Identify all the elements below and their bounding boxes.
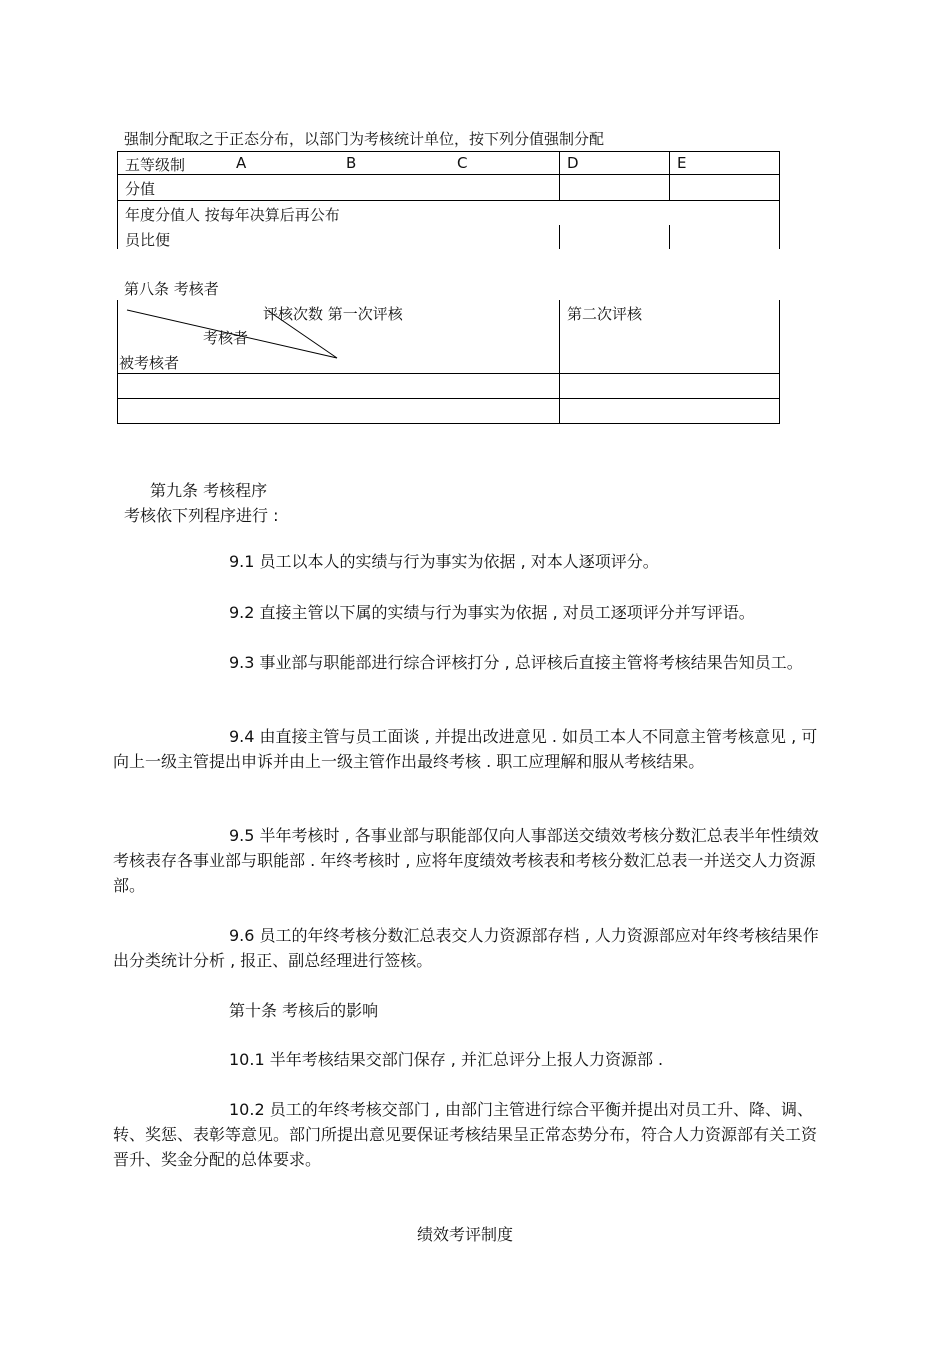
second-review-header: 第二次评核	[567, 305, 643, 323]
article9-item-4: 9.4 由直接主管与员工面谈 , 并提出改进意见 . 如员工本人不同意主管考核意见 , 可向上一级主管提出申诉并由上一级主管作出最终考核 . 职工应理解和服从考核结果。	[113, 727, 818, 771]
grade-b: B	[346, 154, 357, 172]
article8-title: 第八条 考核者	[124, 280, 219, 298]
article9-title: 第九条 考核程序	[150, 481, 268, 500]
reviewee-header: 被考核者	[119, 354, 180, 372]
annual-score-text-line1: 年度分值人 按每年决算后再公布	[125, 206, 340, 224]
score-label: 分值	[125, 180, 156, 198]
article10-item-1: 10.1 半年考核结果交部门保存 , 并汇总评分上报人力资源部 .	[229, 1050, 664, 1069]
article9-item-1: 9.1 员工以本人的实绩与行为事实为依据 , 对本人逐项评分。	[229, 552, 659, 571]
grade-distribution-table	[117, 151, 780, 249]
article9-item-2: 9.2 直接主管以下属的实绩与行为事实为依据 , 对员工逐项评分并写评语。	[229, 603, 755, 622]
annual-score-text-line2: 员比便	[125, 231, 171, 249]
review-count-header: 评核次数 第一次评核	[263, 305, 403, 323]
grade-d: D	[567, 154, 579, 172]
grade-a: A	[236, 154, 247, 172]
grade-c: C	[457, 154, 468, 172]
article9-item-3: 9.3 事业部与职能部进行综合评核打分 , 总评核后直接主管将考核结果告知员工。	[229, 653, 803, 672]
article10-item-2: 10.2 员工的年终考核交部门 , 由部门主管进行综合平衡并提出对员工升、降、调、转、奖惩、表彰等意见。部门所提出意见要保证考核结果呈正常态势分布，符合人力资源部有关工资晋升、奖金分配的总体要求。	[113, 1100, 818, 1169]
article10-title: 第十条 考核后的影响	[229, 1001, 379, 1020]
reviewer-header: 考核者	[203, 329, 249, 347]
article9-intro: 考核依下列程序进行 :	[124, 506, 279, 525]
reviewer-table	[117, 300, 780, 424]
article9-item-6: 9.6 员工的年终考核分数汇总表交人力资源部存档 , 人力资源部应对年终考核结果作出分类统计分析 , 报正、副总经理进行签核。	[113, 926, 819, 970]
intro-text: 强制分配取之于正态分布，以部门为考核统计单位，按下列分值强制分配	[124, 130, 605, 148]
grade-e: E	[677, 154, 687, 172]
grade-system-label: 五等级制	[125, 156, 186, 174]
page-footer-title: 绩效考评制度	[417, 1225, 514, 1244]
article9-item-5: 9.5 半年考核时 , 各事业部与职能部仅向人事部送交绩效考核分数汇总表半年性绩效考核表存各事业部与职能部 . 年终考核时 , 应将年度绩效考核表和考核分数汇总表一并送交人力资源部。	[113, 826, 819, 895]
